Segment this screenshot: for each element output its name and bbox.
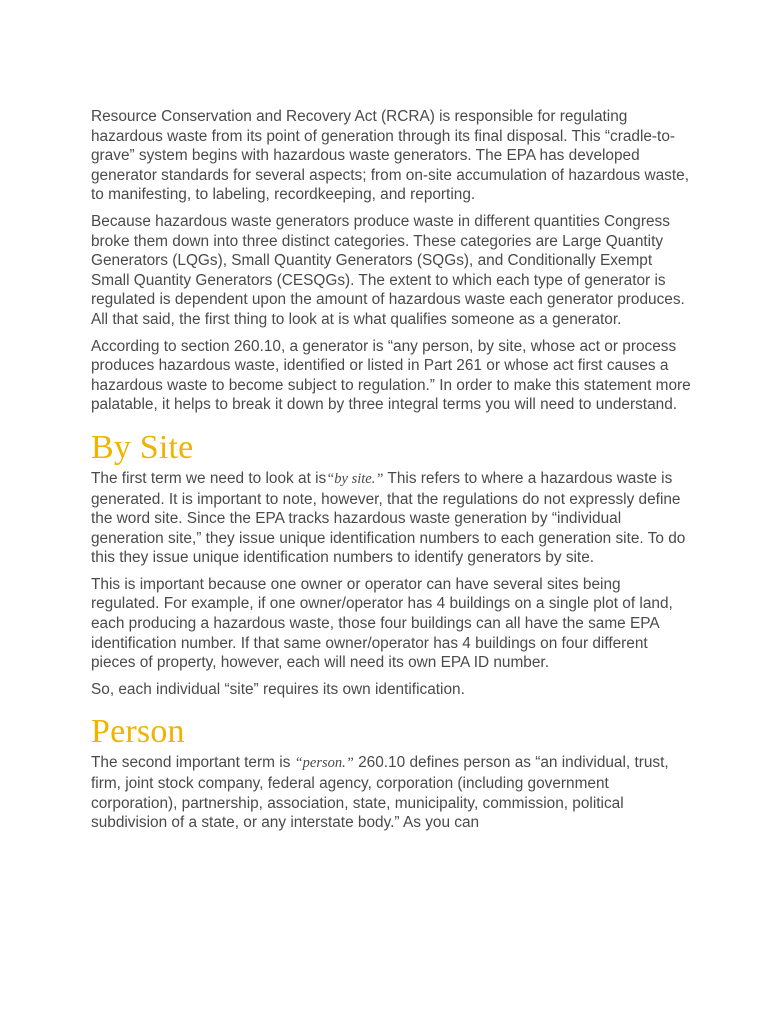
- person-term: “person.”: [294, 755, 354, 772]
- intro-paragraph-3: According to section 260.10, a generator is “any person, by site, whose act or process produces hazardous waste, identified or listed in Part 261 or whose act first causes a hazardous waste to become subject to regulation.” In order to make this statement more palatable, it helps to break it down by three integral terms you will need to understand.: [91, 337, 691, 414]
- intro-paragraph-2: Because hazardous waste generators produce waste in different quantities Congress broke them down into three distinct categories. These categories are Large Quantity Generators (LQGs), Small Quantity Generators (SQGs), and Conditionally Exempt Small Quantity Generators (CESQGs). The extent to which each type of generator is regulated is dependent upon the amount of hazardous waste each generator produces. All that said, the first thing to look at is what qualifies someone as a generator.: [91, 212, 685, 328]
- by-site-term: “by site.”: [326, 470, 384, 487]
- intro-paragraph-1: Resource Conservation and Recovery Act (RCRA) is responsible for regulating hazardous waste from its point of generation through its final disposal. This “cradle-to-grave” system begins with hazardous waste generators. The EPA has developed generator standards for several aspects; from on-site accumulation of hazardous waste, to manifesting, to labeling, recordkeeping, and reporting.: [91, 108, 689, 204]
- by-site-paragraph-1: [91, 469, 691, 568]
- document-page: [91, 107, 691, 840]
- person-paragraph-1: [91, 753, 691, 832]
- by-site-paragraph-3: So, each individual “site” requires its own identification.: [91, 680, 465, 698]
- person-p1-lead: The second important term is: [91, 754, 295, 772]
- by-site-p1-rest: This refers to where a hazardous waste is generated. It is important to note, however, that the regulations do not expressly define the word site. Since the EPA tracks hazardous waste generation by “individual generation site,” they issue unique identification numbers to each generation site. To do this they issue unique identification numbers to identify generators by site.: [91, 469, 686, 567]
- person-heading: Person: [91, 713, 185, 751]
- by-site-paragraph-2: This is important because one owner or operator can have several sites being regulated. For example, if one owner/operator has 4 buildings on a single plot of land, each producing a hazardous waste, those four buildings can all have the same EPA identification number. If that same owner/operator has 4 buildings on four different pieces of property, however, each will need its own EPA ID number.: [91, 575, 673, 672]
- by-site-p1-lead: The first term we need to look at is: [91, 469, 327, 487]
- by-site-heading: By Site: [91, 428, 194, 466]
- person-p1-rest: 260.10 defines person as “an individual, trust, firm, joint stock company, federal agency, corporation (including government corporation), partnership, association, state, municipality, commission, political subdivision of a state, or any interstate body.” As you can: [91, 754, 669, 832]
